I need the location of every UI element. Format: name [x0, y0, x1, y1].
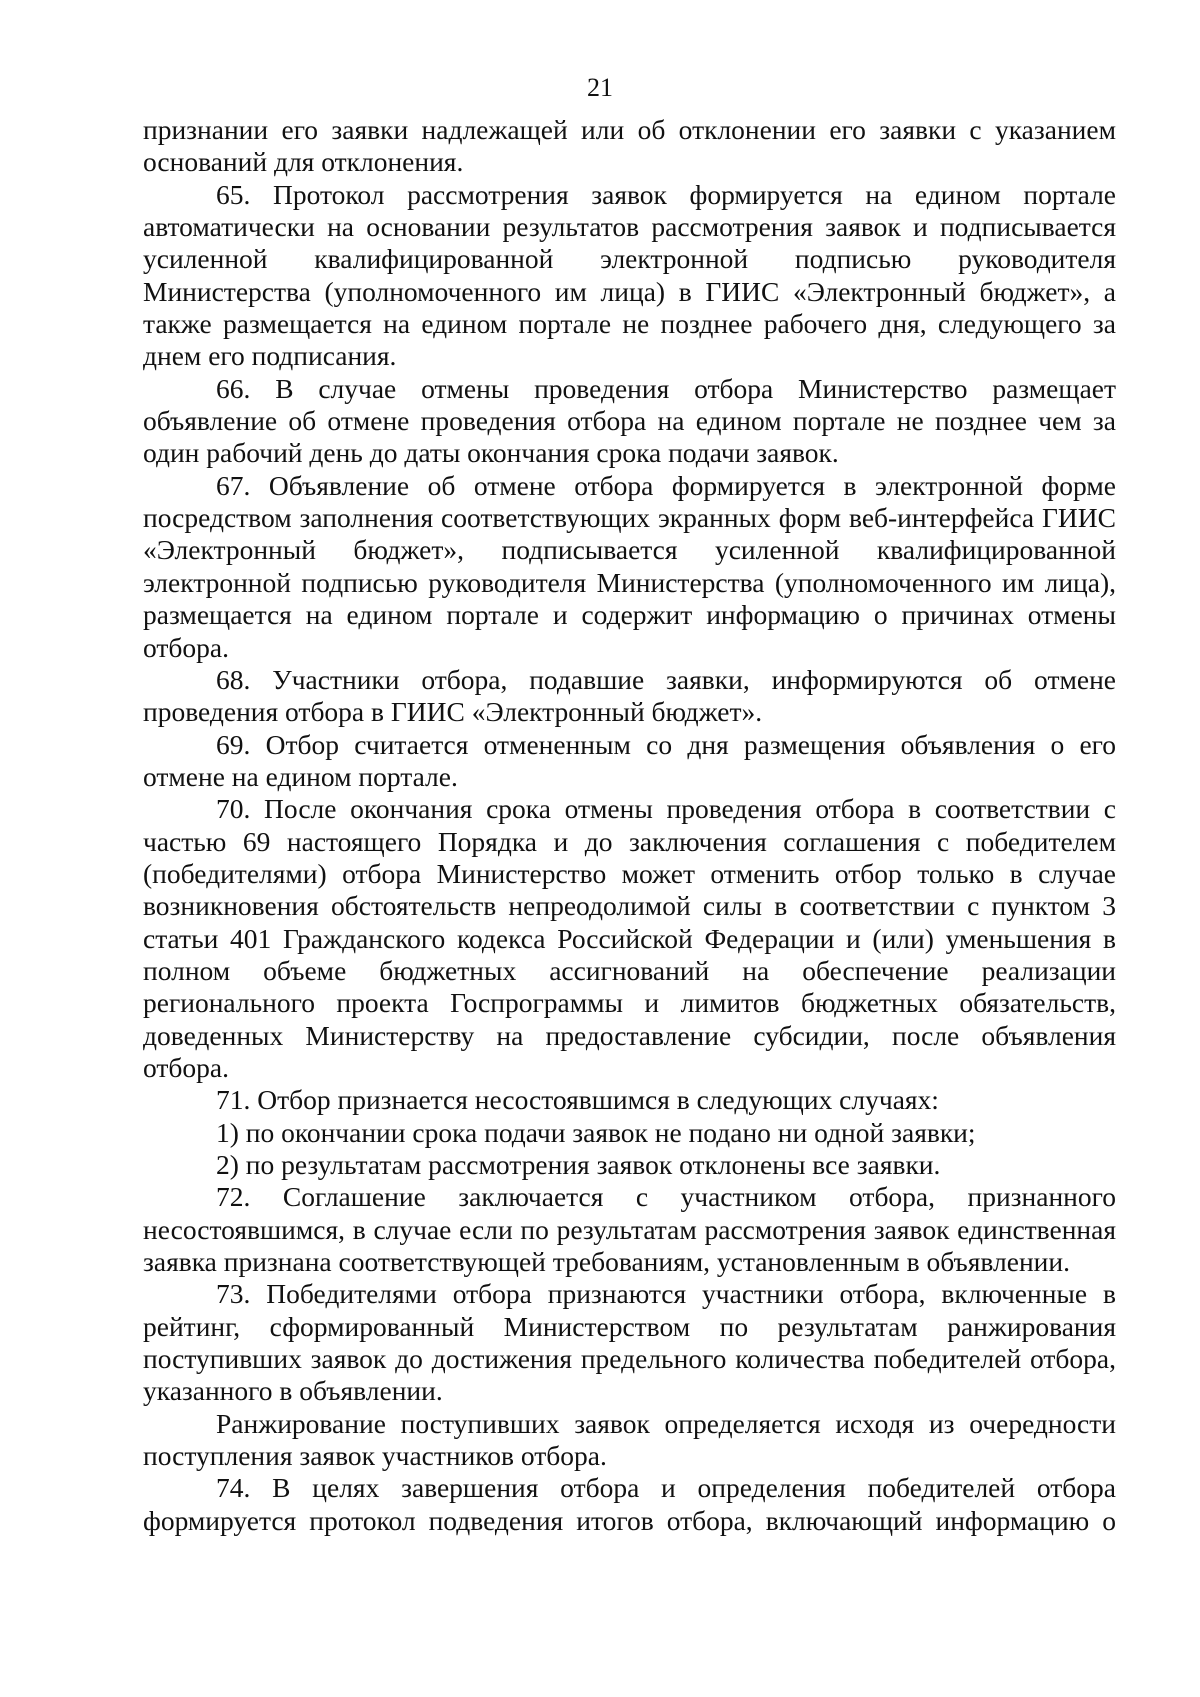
paragraph: Ранжирование поступивших заявок определяется исходя из очередности поступления заявок участников отбора.	[143, 1407, 1116, 1472]
paragraph: признании его заявки надлежащей или об отклонении его заявки с указанием оснований для отклонения.	[143, 114, 1116, 178]
paragraph: 72. Соглашение заключается с участником отбора, признанного несостоявшимся, в случае если по результатам рассмотрения заявок единственная заявка признана соответствующей требованиям, установленным в объявлении.	[143, 1181, 1116, 1278]
paragraph: 71. Отбор признается несостоявшимся в следующих случаях:	[216, 1084, 939, 1116]
page-number: 21	[587, 73, 613, 102]
paragraph: 1) по окончании срока подачи заявок не подано ни одной заявки;	[216, 1116, 976, 1148]
paragraph: 67. Объявление об отмене отбора формируется в электронной форме посредством заполнения соответствующих экранных форм веб-интерфейса ГИИС «Электронный бюджет», подписывается усиленной квалифицированной электронной подписью руководителя Министерства (уполномоченного им лица), размещается на едином портале и содержит информацию о причинах отмены отбора.	[143, 469, 1116, 663]
paragraph: 70. После окончания срока отмены проведения отбора в соответствии с частью 69 настоящего Порядка и до заключения соглашения с победителем (победителями) отбора Министерство может отменить отбор только в случае возникновения обстоятельств непреодолимой силы в соответствии с пунктом 3 статьи 401 Гражданского кодекса Российской Федерации и (или) уменьшения в полном объеме бюджетных ассигнований на обеспечение реализации регионального проекта Госпрограммы и лимитов бюджетных обязательств, доведенных Министерству на предоставление субсидии, после объявления отбора.	[143, 793, 1116, 1083]
paragraph: 73. Победителями отбора признаются участники отбора, включенные в рейтинг, сформированный Министерством по результатам ранжирования поступивших заявок до достижения предельного количества победителей отбора, указанного в объявлении.	[143, 1278, 1116, 1407]
paragraph: 66. В случае отмены проведения отбора Министерство размещает объявление об отмене проведения отбора на едином портале не позднее чем за один рабочий день до даты окончания срока подачи заявок.	[143, 372, 1116, 469]
paragraph: 69. Отбор считается отмененным со дня размещения объявления о его отмене на едином портале.	[143, 728, 1116, 792]
paragraph: 2) по результатам рассмотрения заявок отклонены все заявки.	[216, 1149, 941, 1180]
paragraph: 65. Протокол рассмотрения заявок формируется на едином портале автоматически на основании результатов рассмотрения заявок и подписывается усиленной квалифицированной электронной подписью руководителя Министерства (уполномоченного им лица) в ГИИС «Электронный бюджет», а также размещается на едином портале не позднее рабочего дня, следующего за днем его подписания.	[143, 178, 1116, 372]
paragraph: 68. Участники отбора, подавшие заявки, информируются об отмене проведения отбора в ГИИС «Электронный бюджет».	[143, 663, 1116, 728]
document-body	[143, 114, 1116, 1537]
paragraph: 74. В целях завершения отбора и определения победителей отбора формируется протокол подведения итогов отбора, включающий информацию о	[143, 1472, 1116, 1536]
